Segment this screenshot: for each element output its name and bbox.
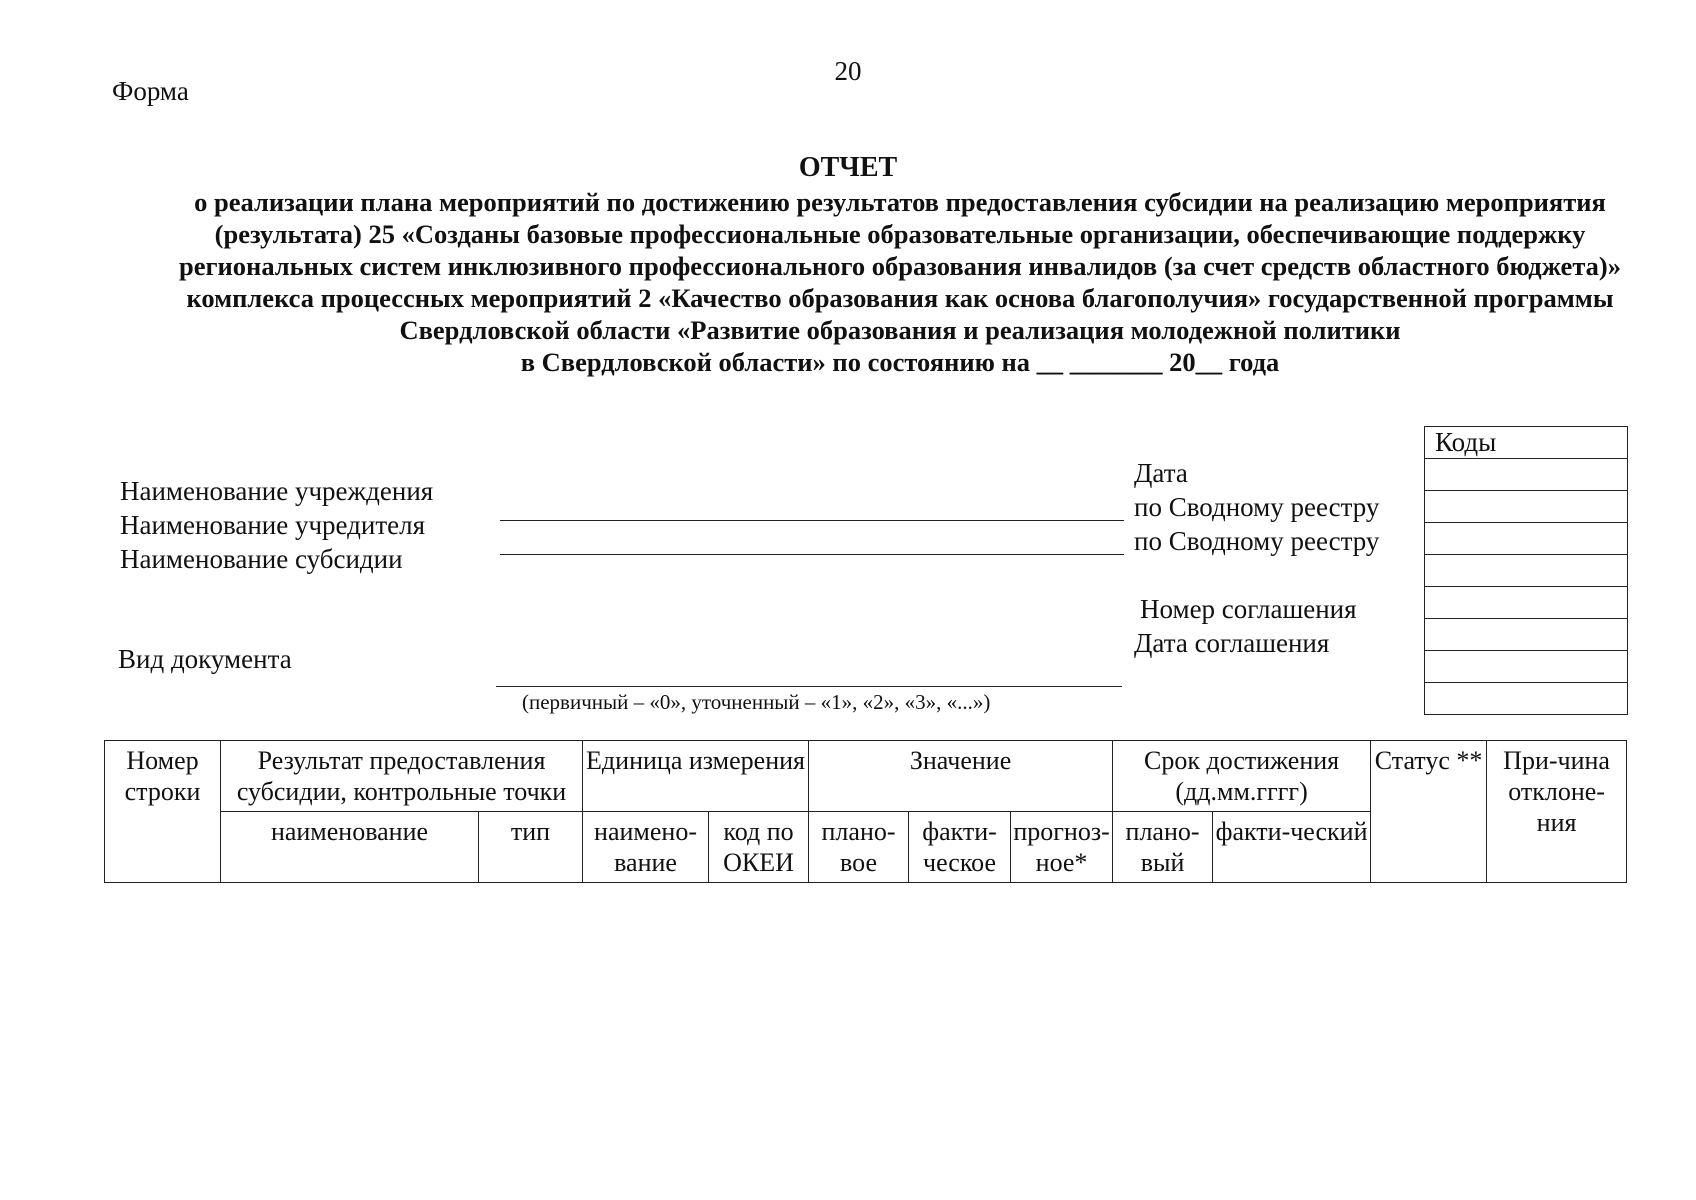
subtitle-line: о реализации плана мероприятий по достижению результатов предоставления субсидии на реализацию мероприятия	[194, 187, 1606, 217]
founder-field[interactable]	[500, 554, 1124, 555]
doc-type-hint: (первичный – «0», уточненный – «1», «2», «3», «...»)	[522, 690, 991, 714]
agreement-number-label: Номер соглашения	[1140, 594, 1357, 624]
agreement-date-label: Дата соглашения	[1134, 628, 1330, 658]
codes-table	[1424, 426, 1628, 715]
subsidy-label: Наименование субсидии	[120, 544, 403, 574]
header-status: Статус **	[1371, 741, 1487, 883]
subtitle-line: комплекса процессных мероприятий 2 «Качество образования как основа благополучия» государственной программы	[186, 283, 1614, 313]
header-unit-name: наимено-вание	[583, 812, 709, 883]
registry-label-1: по Сводному реестру	[1134, 492, 1380, 522]
institution-field[interactable]	[500, 520, 1124, 521]
header-deadline-actual: факти-ческий	[1213, 812, 1371, 883]
header-value-group: Значение	[809, 741, 1113, 812]
subtitle-line: (результата) 25 «Созданы базовые профессиональные образовательные организации, обеспечивающие поддержку	[214, 219, 1586, 249]
code-cell-doc-type[interactable]	[1425, 683, 1628, 715]
institution-label: Наименование учреждения	[120, 476, 434, 506]
header-result-name: наименование	[221, 812, 479, 883]
code-cell-agreement-number[interactable]	[1425, 587, 1628, 619]
report-title: ОТЧЕТ	[798, 152, 898, 183]
date-label: Дата	[1134, 458, 1188, 488]
subtitle-line: Свердловской области «Развитие образования и реализация молодежной политики	[399, 315, 1401, 345]
doc-type-label: Вид документа	[118, 644, 292, 674]
code-cell[interactable]	[1425, 555, 1628, 587]
header-unit-code: код по ОКЕИ	[709, 812, 809, 883]
header-value-planned: плано-вое	[809, 812, 909, 883]
header-value-actual: факти-ческое	[909, 812, 1011, 883]
form-label: Форма	[112, 76, 189, 106]
code-cell-registry-2[interactable]	[1425, 523, 1628, 555]
report-subtitle	[112, 186, 1688, 378]
header-deadline-planned: плано-вый	[1113, 812, 1213, 883]
founder-label: Наименование учредителя	[120, 510, 426, 540]
doc-type-field[interactable]	[496, 686, 1122, 687]
code-cell-date[interactable]	[1425, 459, 1628, 491]
header-result-group: Результат предоставления субсидии, контрольные точки	[221, 741, 583, 812]
code-cell-registry-1[interactable]	[1425, 491, 1628, 523]
header-result-type: тип	[479, 812, 583, 883]
code-cell[interactable]	[1425, 651, 1628, 683]
subtitle-line: региональных систем инклюзивного профессионального образования инвалидов (за счет средств областного бюджета)»	[179, 251, 1621, 281]
header-row-number: Номер строки	[105, 741, 221, 883]
header-deadline-group: Срок достижения (дд.мм.гггг)	[1113, 741, 1371, 812]
registry-label-2: по Сводному реестру	[1134, 526, 1380, 556]
code-cell-agreement-date[interactable]	[1425, 619, 1628, 651]
header-reason: При-чина отклоне-ния	[1487, 741, 1627, 883]
report-table	[104, 740, 1627, 883]
page-number: 20	[834, 56, 862, 86]
header-value-forecast: прогноз-ное*	[1011, 812, 1113, 883]
subtitle-line: в Свердловской области» по состоянию на __ _______ 20__ года	[520, 347, 1280, 377]
codes-header: Коды	[1425, 427, 1628, 459]
table-header-row	[105, 741, 1627, 812]
header-unit-group: Единица измерения	[583, 741, 809, 812]
